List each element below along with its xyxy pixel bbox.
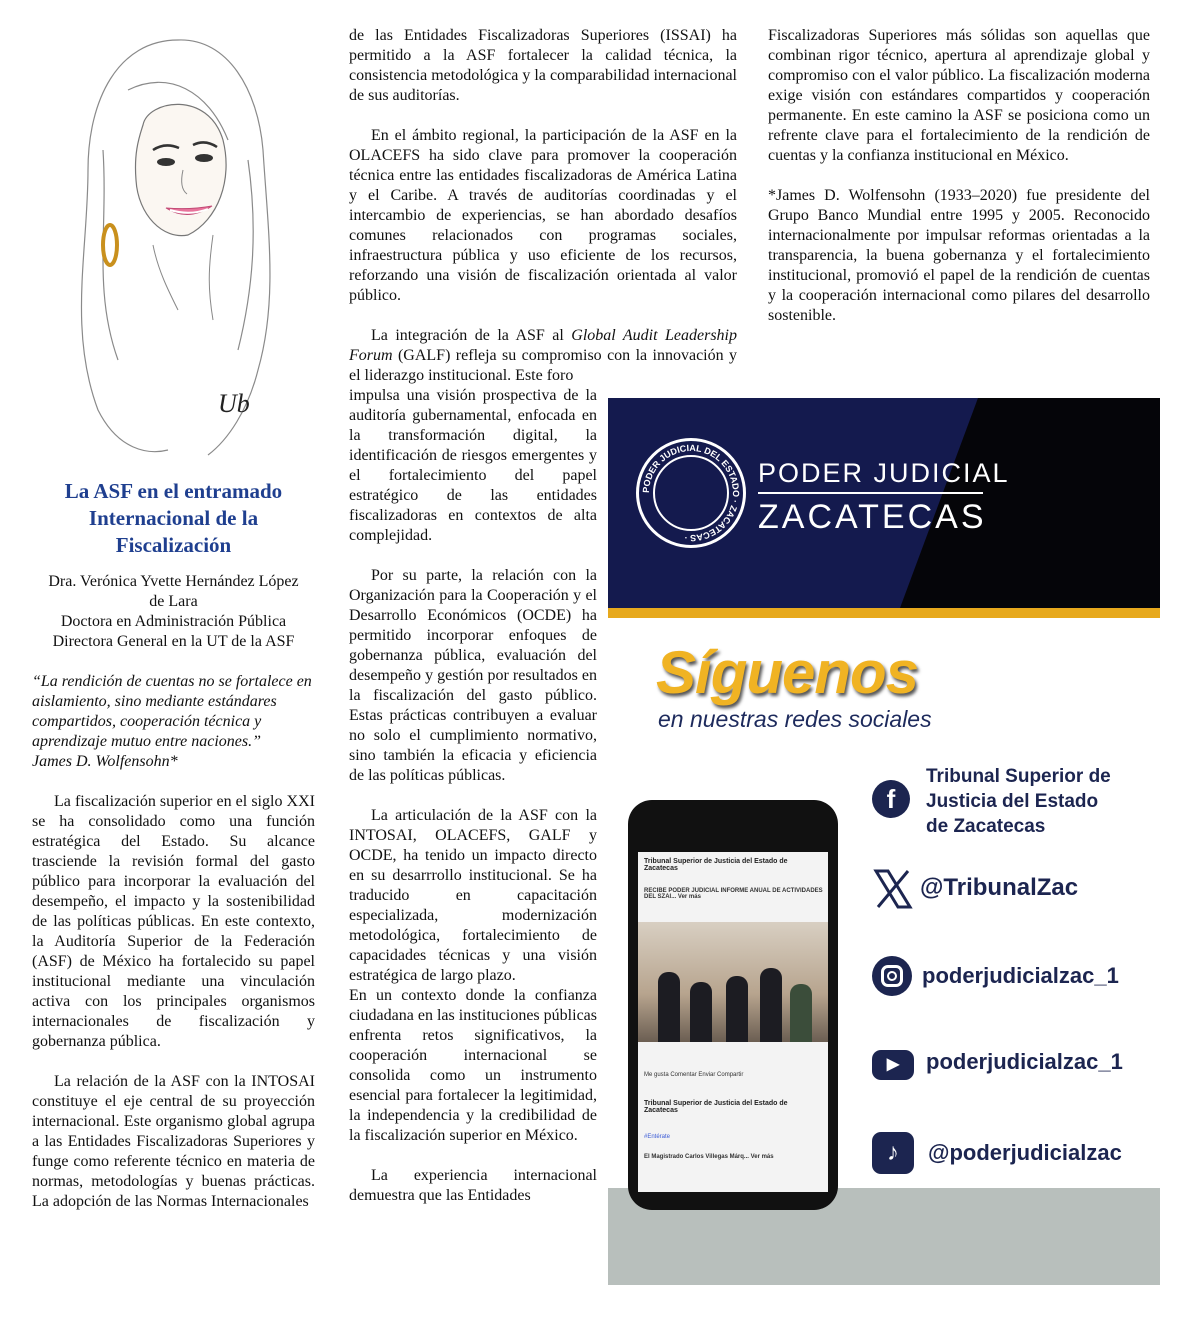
phone-mockup	[628, 800, 838, 1210]
paragraph: La experiencia internacional demuestra que las Entidades	[349, 1167, 597, 1204]
column-3	[768, 26, 1150, 346]
epigraph-quote	[32, 672, 315, 772]
fb-hashtag: #Entérate	[644, 1134, 671, 1140]
paragraph: En un contexto donde la confianza ciudadana en las instituciones públicas enfrenta retos significativos, la cooperación internacional se consolida como un instrumento esencial para fortalecer la legitimidad, la independencia y la credibilidad de la fiscalización superior en México.	[349, 987, 597, 1144]
author-degree: Doctora en Administración Pública	[60, 613, 287, 630]
fb-page-name: Tribunal Superior de Justicia del Estado de Zacatecas	[644, 1100, 788, 1114]
text: (GALF) refleja su compromiso con la innovación y el liderazgo institucional. Este foro	[349, 347, 738, 384]
photo-person	[726, 976, 748, 1042]
facebook-label-line: Tribunal Superior de	[926, 766, 1111, 787]
quote-attribution: James D. Wolfensohn*	[32, 753, 178, 770]
fb-post-text: RECIBE PODER JUDICIAL INFORME ANUAL DE ACTIVIDADES DEL SZAI... Ver más	[644, 888, 823, 900]
galf-name: Global Audit Leadership Forum	[349, 327, 737, 364]
instagram-icon	[872, 956, 912, 996]
ad-title-line2: ZACATECAS	[758, 498, 987, 536]
fb-actions: Me gusta Comentar Enviar Compartir	[644, 1072, 744, 1078]
paragraph: La relación de la ASF con la INTOSAI constituye el eje central de su proyección internacional. Este organismo global agrupa a las Entidades Fiscalizadoras Superiores y funge como referente técnico en materia de normas, metodologías y buenas prácticas. La adopción de las Normas Internacionales	[32, 1073, 315, 1210]
narrow-text	[349, 386, 597, 1206]
photo-person	[760, 968, 782, 1042]
author-position: Directora General en la UT de la ASF	[52, 633, 295, 650]
facebook-icon: f	[872, 780, 910, 818]
facebook-label-line: de Zacatecas	[926, 816, 1046, 837]
seal-ring-text	[639, 441, 743, 545]
svg-text:PODER JUDICIAL DEL ESTADO · ZA: PODER JUDICIAL DEL ESTADO · ZACATECAS ·	[640, 442, 742, 544]
social-instagram-label: poderjudicialzac_1	[922, 963, 1119, 988]
fb-post-text: El Magistrado Carlos Villegas Márq... Ver más	[644, 1154, 774, 1160]
text: La integración de la ASF al	[371, 327, 564, 344]
photo-person	[690, 982, 712, 1042]
footnote: *James D. Wolfensohn (1933–2020) fue presidente del Grupo Banco Mundial entre 1995 y 2005. Reconocido internacionalmente por impulsar reformas orientadas a la transparencia, la buena gobernanza y el fortalecimiento institucional, promovió el papel de la rendición de cuentas y la cooperación internacional como pilares del desarrollo sostenible.	[768, 187, 1150, 324]
fb-page-name: Tribunal Superior de Justicia del Estado de Zacatecas	[644, 858, 788, 872]
paragraph: La articulación de la ASF con la INTOSAI, OLACEFS, GALF y OCDE, ha tenido un impacto directo en su desarrrollo institucional. Se ha traducido en capacitación especializada, modernización metodológica, fortalecimiento de capacidades técnicas y una visión estratégica de largo plazo.	[349, 807, 597, 984]
social-facebook-label	[926, 764, 1111, 839]
ad-title-line1: PODER JUDICIAL	[758, 458, 1010, 488]
ad-title-divider	[758, 492, 983, 494]
ad-stripe	[608, 608, 1160, 618]
x-icon	[873, 868, 913, 910]
institution-seal	[636, 438, 746, 548]
quote-text: “La rendición de cuentas no se fortalece en aislamiento, sino mediante estándares compartidos, cooperación técnica y aprendizaje mutuo entre naciones.”	[32, 673, 312, 750]
paragraph: de las Entidades Fiscalizadoras Superiores (ISSAI) ha permitido a la ASF fortalecer la calidad técnica, la consistencia metodológica y la comparabilidad internacional de sus auditorías.	[349, 27, 737, 104]
paragraph	[349, 326, 737, 386]
paragraph: La fiscalización superior en el siglo XXI se ha consolidado como una función estratégica del Estado. Su alcance trasciende la revisión formal del gasto público para incorporar la evaluación del desempeño, el impacto y la sostenibilidad de las políticas públicas. En este contexto, la Auditoría Superior de la Federación (ASF) de México ha fortalecido su papel institucional mediante una vinculación activa con los principales organismos internacionales de fiscalización y gobernanza pública.	[32, 793, 315, 1050]
social-x-label: @TribunalZac	[920, 874, 1079, 901]
ad-headline: Síguenos	[656, 639, 919, 706]
photo-person	[790, 984, 812, 1042]
advertisement-poder-judicial	[608, 398, 1160, 1285]
paragraph: Fiscalizadoras Superiores más sólidas son aquellas que combinan rigor técnico, apertura al aprendizaje global y compromiso con el valor público. La fiscalización moderna exige visión con estándares compartidos y cooperación permanente. En este camino la ASF se posiciona como un refrente clave para el fortalecimiento de la rendición de cuentas y la confianza institucional en México.	[768, 27, 1150, 164]
social-youtube-label: poderjudicialzac_1	[926, 1049, 1123, 1074]
portrait-illustration	[58, 30, 290, 460]
facebook-label-line: Justicia del Estado	[926, 791, 1099, 812]
tiktok-icon: ♪	[872, 1132, 914, 1174]
phone-screen	[638, 852, 828, 1192]
paragraph: Por su parte, la relación con la Organización para la Cooperación y el Desarrollo Económicos (OCDE) ha permitido incorporar enfoques de gobernanza pública, evaluación del desempeño y gestión por resultados en la fiscalización del gasto público. Estas prácticas contribuyen a evaluar no solo el cumplimiento normativo, sino también la eficacia y eficiencia de las políticas públicas.	[349, 567, 597, 784]
artist-signature: Ub	[218, 389, 250, 418]
paragraph: En el ámbito regional, la participación de la ASF en la OLACEFS ha sido clave para promover la cooperación técnica entre las entidades fiscalizadoras de América Latina y el Caribe. A través de auditorías coordinadas y el intercambio de experiencias, se han abordado desafíos comunes relacionados con programas sociales, infraestructura pública y uso eficiente de los recursos, reforzando una visión de fiscalización orientada al valor público.	[349, 127, 737, 304]
paragraph: impulsa una visión prospectiva de la auditoría gubernamental, enfocada en la transformación digital, la identificación de riesgos emergentes y el fortalecimiento del papel estratégico de las entidades fiscalizadoras en contextos de alta complejidad.	[349, 387, 597, 544]
column-1	[32, 572, 315, 1232]
article-title: La ASF en el entramado Internacional de la Fiscalización	[64, 479, 283, 557]
author-name: Dra. Verónica Yvette Hernández López	[48, 573, 299, 590]
ad-subheadline: en nuestras redes sociales	[658, 706, 932, 732]
social-tiktok-label: @poderjudicialzac	[928, 1140, 1122, 1165]
ad-header	[608, 398, 1160, 608]
author-block	[32, 572, 315, 652]
fb-post-photo	[638, 922, 828, 1042]
youtube-icon: ▶	[872, 1050, 914, 1080]
photo-person	[658, 972, 680, 1042]
author-name-cont: de Lara	[149, 593, 198, 610]
